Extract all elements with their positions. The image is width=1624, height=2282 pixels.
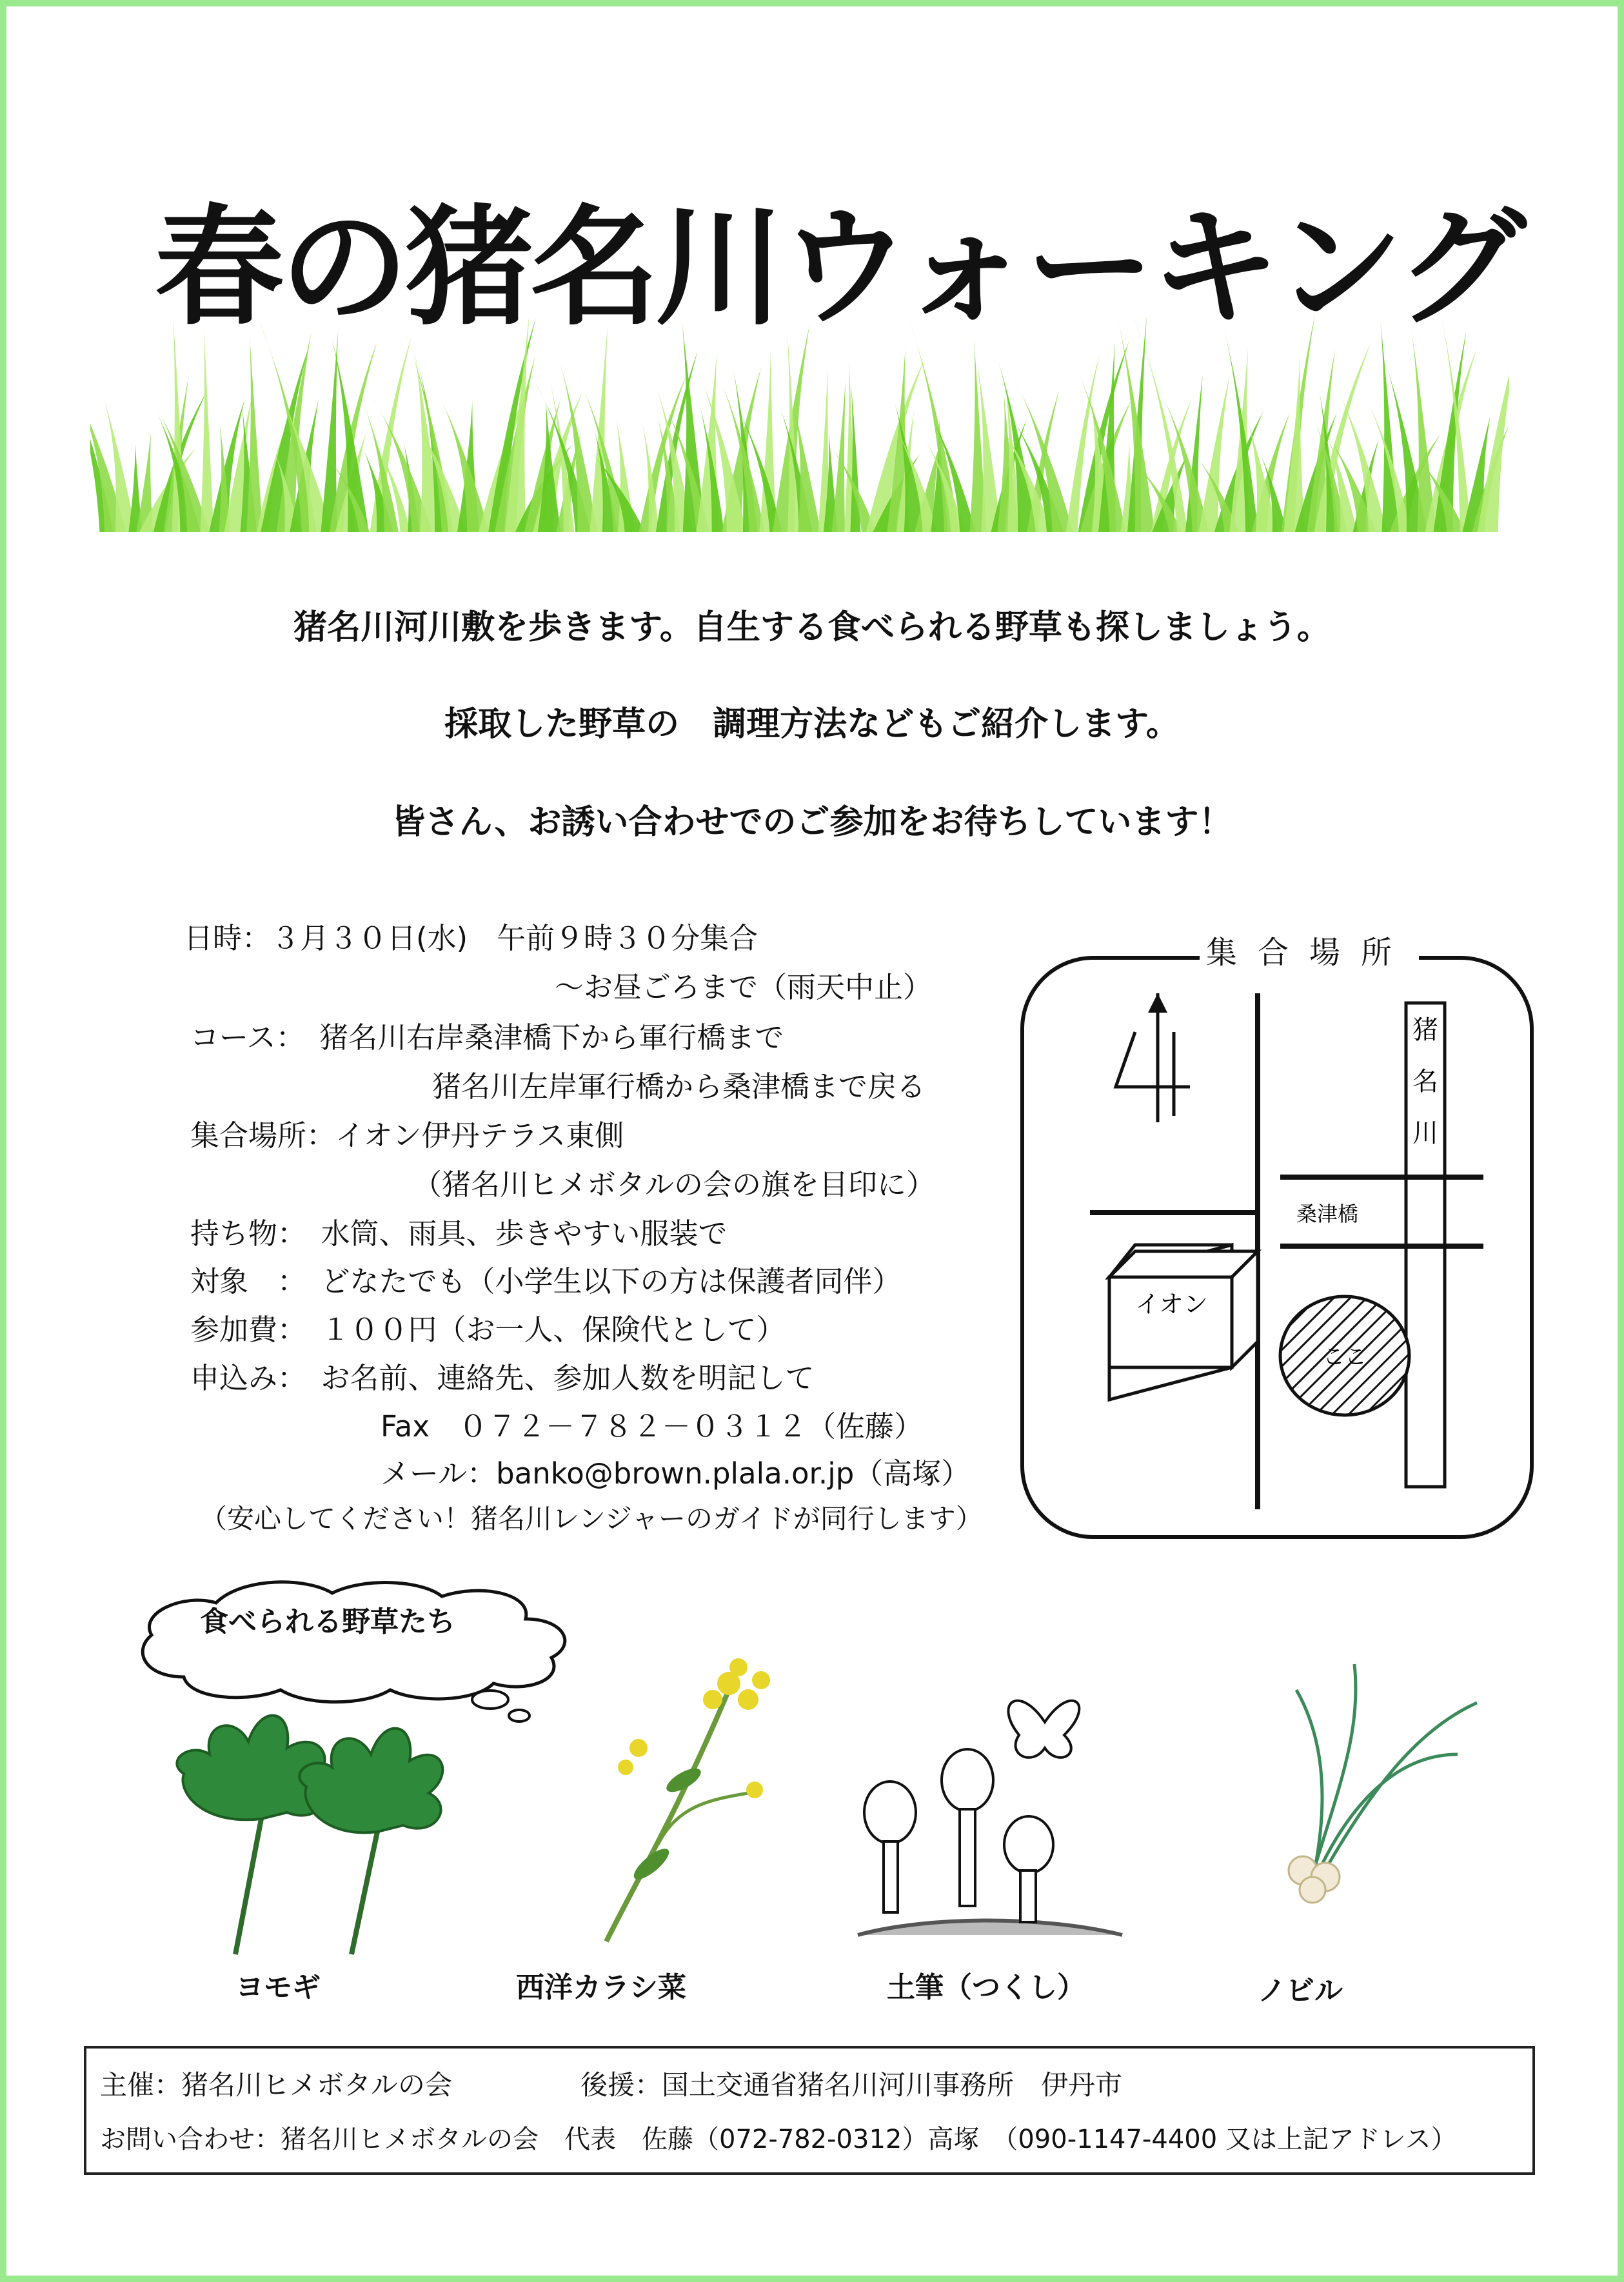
nobiru-illustration (1264, 1651, 1509, 1909)
page-title: 春の猪名川ウォーキング (155, 193, 1523, 343)
lead-line-2: 採取した野草の 調理方法などもご紹介します。 (444, 705, 1180, 744)
meet-sub-line: （猪名川ヒメボタルの会の旗を目印に） (413, 1167, 936, 1202)
tsukushi-illustration (851, 1677, 1135, 1948)
map-river-label-1: 猪 (1412, 1015, 1438, 1045)
lead-line-3: 皆さん、お誘い合わせでのご参加をお待ちしています！ (391, 803, 1233, 842)
grass-blade (1118, 320, 1155, 532)
grass-blade (246, 336, 262, 532)
fax-line: Fax ０７２－７８２－０３１２（佐藤） (381, 1409, 923, 1444)
meeting-map (1019, 955, 1535, 1548)
plants-heading: 食べられる野草たち (200, 1605, 455, 1638)
fee-line: 参加費： １００円（お一人、保険代として） (190, 1313, 786, 1347)
map-bridge-label: 桑津橋 (1296, 1202, 1359, 1226)
map-river-label-2: 名 (1412, 1067, 1438, 1096)
map-river-label-3: 川 (1412, 1118, 1438, 1148)
footer-contact: お問い合わせ：猪名川ヒメボタルの会 代表 佐藤（072-782-0312）高塚 （090-1147-4400 又は上記アドレス） (100, 2125, 1457, 2154)
grass-blade (1284, 355, 1305, 532)
footer-organizer: 主催：猪名川ヒメボタルの会 (100, 2069, 453, 2101)
plant-label-karashina: 西洋カラシ菜 (516, 1971, 686, 2004)
grass-illustration (90, 303, 1509, 535)
map-here-label: ここ (1323, 1344, 1367, 1370)
grass-blade (200, 329, 213, 532)
course-sub-line: 猪名川左岸軍行橋から桑津橋まで戻る (432, 1069, 926, 1104)
bring-line: 持ち物： 水筒、雨具、歩きやすい服装で (190, 1216, 728, 1251)
mail-line: メール：banko@brown.plala.or.jp（高塚） (381, 1456, 971, 1491)
yomogi-illustration (164, 1703, 448, 1961)
footer-sponsor: 後援：国土交通省猪名川河川事務所 伊丹市 (580, 2069, 1123, 2101)
map-store-label: イオン (1135, 1290, 1208, 1318)
datetime-line: 日時：３月３０日(水) 午前９時３０分集合 (184, 921, 758, 955)
map-title: 集合場所 (1200, 928, 1419, 972)
plant-label-yomogi: ヨモギ (235, 1971, 321, 2004)
karashina-illustration (580, 1651, 813, 1948)
lead-line-1: 猪名川河川敷を歩きます。自生する食べられる野草も探しましょう。 (293, 608, 1331, 647)
course-line: コース： 猪名川右岸桑津橋下から軍行橋まで (190, 1020, 784, 1055)
target-line: 対象 ： どなたでも（小学生以下の方は保護者同伴） (190, 1264, 902, 1298)
guide-note: （安心してください！猪名川レンジャーのガイドが同行します） (200, 1503, 983, 1534)
plant-label-nobiru: ノビル (1258, 1974, 1343, 2007)
datetime-sub-line: ～お昼ごろまで（雨天中止） (555, 970, 933, 1004)
apply-line: 申込み： お名前、連絡先、参加人数を明記して (190, 1361, 815, 1395)
plant-label-tsukushi: 土筆（つくし） (887, 1971, 1085, 2004)
meet-line: 集合場所：イオン伊丹テラス東側 (190, 1118, 624, 1153)
